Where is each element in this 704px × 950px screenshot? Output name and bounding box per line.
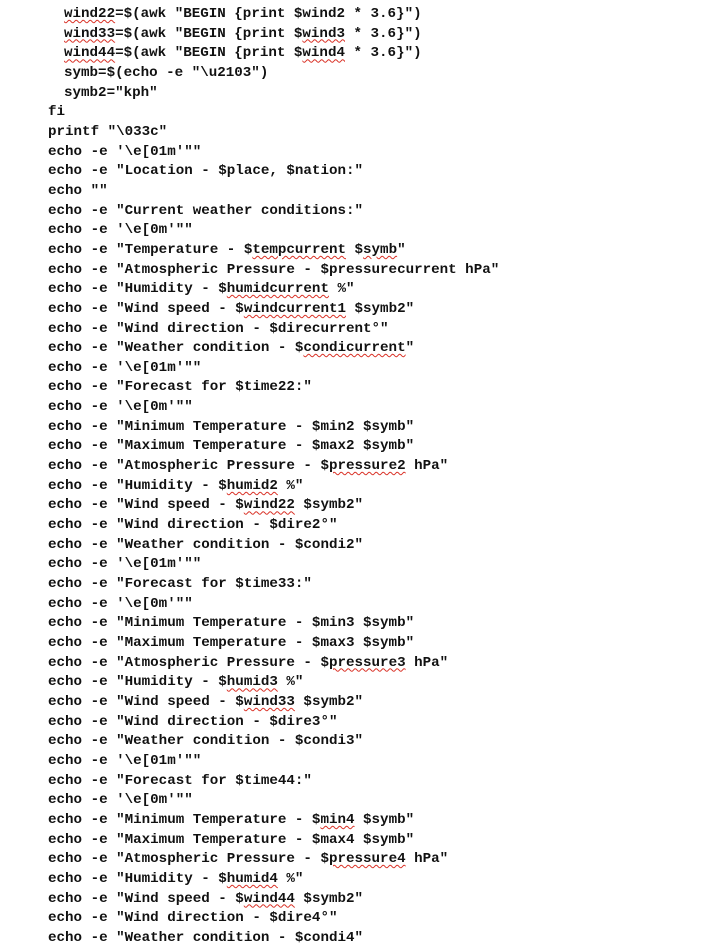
code-text: echo -e "Forecast for $time44:" <box>48 772 312 789</box>
code-text: echo -e "Atmospheric Pressure - $ <box>48 458 329 475</box>
code-text: echo -e '\e[0m'"" <box>48 792 193 809</box>
code-line <box>48 64 499 84</box>
misspelled-word: symb <box>363 241 398 258</box>
code-line <box>48 398 499 418</box>
code-text: $symb2" <box>294 497 364 514</box>
code-line <box>48 595 499 615</box>
code-text: echo -e "Atmospheric Pressure - $pressurecurrent hPa" <box>48 261 500 278</box>
code-text: symb=$(echo -e "\u2103") <box>64 64 269 81</box>
code-line <box>48 536 499 556</box>
code-text: =$(awk "BEGIN {print $ <box>115 45 303 62</box>
code-text: echo -e "Atmospheric Pressure - $ <box>48 851 329 868</box>
code-line <box>48 261 499 281</box>
code-text: $symb2" <box>294 693 364 710</box>
code-text: $ <box>346 241 364 258</box>
code-line <box>48 791 499 811</box>
code-text: echo -e "Wind direction - $dire4°" <box>48 910 338 927</box>
code-text: echo -e "Maximum Temperature - $max2 $symb" <box>48 438 415 455</box>
code-text: echo -e "Wind direction - $dire2°" <box>48 517 338 534</box>
code-line <box>48 280 499 300</box>
code-text: echo -e "Atmospheric Pressure - $ <box>48 654 329 671</box>
misspelled-word: wind33 <box>64 25 116 42</box>
code-line <box>48 772 499 792</box>
code-text: echo -e "Humidity - $ <box>48 281 227 298</box>
code-line <box>48 831 499 851</box>
code-text: echo -e "Location - $place, $nation:" <box>48 163 364 180</box>
code-line <box>48 634 499 654</box>
misspelled-word: pressure3 <box>328 654 406 671</box>
code-text: echo -e '\e[0m'"" <box>48 595 193 612</box>
code-line <box>48 84 499 104</box>
code-text: %" <box>277 477 304 494</box>
code-line <box>48 182 499 202</box>
code-text: echo -e "Wind speed - $ <box>48 300 244 317</box>
code-text: echo -e '\e[0m'"" <box>48 399 193 416</box>
code-text: fi <box>48 104 66 121</box>
code-text: echo -e "Humidity - $ <box>48 674 227 691</box>
code-text: echo -e '\e[01m'"" <box>48 143 202 160</box>
code-line <box>48 555 499 575</box>
code-text: echo -e '\e[01m'"" <box>48 752 202 769</box>
code-line <box>48 457 499 477</box>
code-text: echo -e "Minimum Temperature - $min2 $symb" <box>48 418 415 435</box>
misspelled-word: humid2 <box>226 477 278 494</box>
code-text: $symb" <box>354 811 415 828</box>
code-text: * 3.6}") <box>344 45 422 62</box>
code-text: echo -e '\e[01m'"" <box>48 359 202 376</box>
code-text: echo -e "Maximum Temperature - $max3 $symb" <box>48 635 415 651</box>
misspelled-word: humidcurrent <box>226 281 329 298</box>
code-text: echo -e "Minimum Temperature - $min3 $symb" <box>48 615 415 632</box>
code-text: echo -e "Weather condition - $condi3" <box>48 733 364 750</box>
code-text: echo -e "Humidity - $ <box>48 870 227 887</box>
code-text: echo -e "Wind speed - $ <box>48 497 244 514</box>
misspelled-word: min4 <box>320 811 355 828</box>
code-text: hPa" <box>405 458 449 475</box>
code-text: printf "\033c" <box>48 123 168 140</box>
code-text: symb2="kph" <box>64 84 158 101</box>
code-text: echo -e "Weather condition - $condi4" <box>48 929 364 946</box>
code-line <box>48 320 499 340</box>
code-text: echo -e "Forecast for $time33:" <box>48 576 312 593</box>
code-line <box>48 300 499 320</box>
code-line <box>48 5 499 25</box>
code-text: echo -e "Wind direction - $dire3°" <box>48 713 338 730</box>
code-text: $symb2" <box>294 890 364 907</box>
code-line <box>48 673 499 693</box>
code-line <box>48 614 499 634</box>
code-block[interactable] <box>48 5 499 949</box>
code-line <box>48 477 499 497</box>
code-line <box>48 713 499 733</box>
code-text: echo -e "Maximum Temperature - $max4 $symb" <box>48 831 415 848</box>
code-line <box>48 221 499 241</box>
code-line <box>48 339 499 359</box>
code-line <box>48 378 499 398</box>
code-text: echo "" <box>48 182 108 199</box>
code-line <box>48 123 499 143</box>
code-text: echo -e "Temperature - $ <box>48 241 253 258</box>
code-text: echo -e "Weather condition - $ <box>48 340 304 357</box>
code-line <box>48 654 499 674</box>
code-line <box>48 202 499 222</box>
code-line <box>48 143 499 163</box>
code-line <box>48 44 499 64</box>
code-line <box>48 241 499 261</box>
misspelled-word: wind22 <box>243 497 295 514</box>
code-line <box>48 103 499 123</box>
misspelled-word: wind33 <box>243 693 295 710</box>
code-text: echo -e "Wind speed - $ <box>48 890 244 907</box>
code-text: echo -e '\e[01m'"" <box>48 556 202 573</box>
code-line <box>48 870 499 890</box>
misspelled-word: wind4 <box>302 45 345 62</box>
misspelled-word: wind3 <box>302 25 345 42</box>
misspelled-word: pressure2 <box>328 458 406 475</box>
code-line <box>48 516 499 536</box>
code-line <box>48 25 499 45</box>
misspelled-word: humid4 <box>226 870 278 887</box>
misspelled-word: wind44 <box>64 45 116 62</box>
code-text: echo -e "Humidity - $ <box>48 477 227 494</box>
misspelled-word: humid3 <box>226 674 278 691</box>
misspelled-word: pressure4 <box>328 851 406 868</box>
misspelled-word: tempcurrent <box>252 241 346 258</box>
code-text: " <box>397 241 406 258</box>
code-line <box>48 575 499 595</box>
misspelled-word: condicurrent <box>303 340 406 357</box>
code-text: =$(awk "BEGIN {print $ <box>115 25 303 42</box>
code-text: echo -e "Current weather conditions:" <box>48 202 364 219</box>
misspelled-word: wind22 <box>64 6 116 22</box>
code-text: echo -e "Wind speed - $ <box>48 693 244 710</box>
code-line <box>48 811 499 831</box>
code-text: hPa" <box>405 654 449 671</box>
code-text: =$(awk "BEGIN {print $wind2 * 3.6}") <box>115 6 422 22</box>
code-text: $symb2" <box>346 300 415 317</box>
code-line <box>48 437 499 457</box>
code-text: %" <box>277 870 304 887</box>
misspelled-word: wind44 <box>243 890 295 907</box>
code-text: echo -e '\e[0m'"" <box>48 222 193 239</box>
code-text: echo -e "Forecast for $time22:" <box>48 379 312 396</box>
code-line <box>48 909 499 929</box>
code-line <box>48 359 499 379</box>
code-line <box>48 693 499 713</box>
code-text: echo -e "Wind direction - $direcurrent°" <box>48 320 389 337</box>
code-text: * 3.6}") <box>344 25 422 42</box>
misspelled-word: windcurrent1 <box>243 300 346 317</box>
code-line <box>48 850 499 870</box>
code-text: %" <box>328 281 355 298</box>
code-text: hPa" <box>405 851 449 868</box>
code-line <box>48 890 499 910</box>
code-line <box>48 418 499 438</box>
code-text: echo -e "Minimum Temperature - $ <box>48 811 321 828</box>
code-text: %" <box>277 674 304 691</box>
code-line <box>48 496 499 516</box>
code-text: echo -e "Weather condition - $condi2" <box>48 536 364 553</box>
code-line <box>48 732 499 752</box>
code-text: " <box>405 340 415 357</box>
code-line <box>48 752 499 772</box>
code-line <box>48 162 499 182</box>
code-line <box>48 929 499 949</box>
